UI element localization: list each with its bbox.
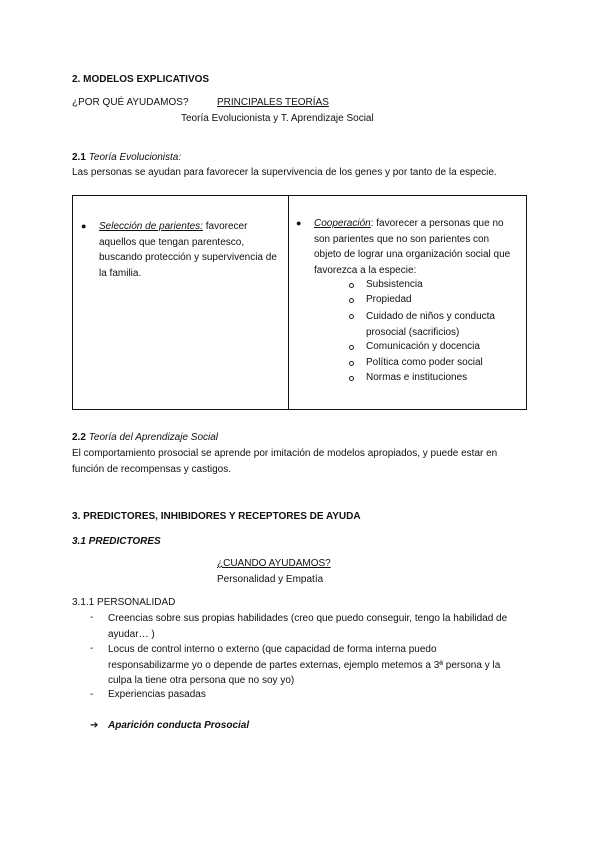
cooperation-item: Subsistencia — [366, 279, 423, 290]
section-2-1-heading — [72, 151, 181, 165]
predictors-subheading: 3.1 PREDICTORES — [72, 536, 161, 547]
bullet-icon: ● — [81, 221, 87, 231]
cooperation-item: Política como poder social — [366, 357, 483, 368]
section-2-2-text: El comportamiento prosocial se aprende por imitación de modelos apropiados, y puede estar en función de recompensas y castigos. — [72, 448, 498, 475]
personality-empathy: Personalidad y Empatía — [217, 574, 324, 585]
section-2-2-number: 2.2 — [72, 432, 86, 443]
circle-bullet-icon — [349, 345, 354, 350]
circle-bullet-icon — [349, 314, 354, 319]
prosocial-behavior-result: Aparición conducta Prosocial — [108, 720, 250, 731]
main-theories-title: PRINCIPALES TEORÍAS — [217, 97, 329, 108]
cooperation-term: Cooperación — [314, 218, 371, 229]
section-2-1-number: 2.1 — [72, 152, 86, 163]
circle-bullet-icon — [349, 298, 354, 303]
personality-heading: 3.1.1 PERSONALIDAD — [72, 597, 176, 608]
cooperation-paragraph — [314, 216, 519, 278]
circle-bullet-icon — [349, 376, 354, 381]
circle-bullet-icon — [349, 283, 354, 288]
table-divider — [288, 196, 289, 409]
cooperation-item: Normas e instituciones — [366, 372, 468, 383]
kin-selection-term: Selección de parientes: — [99, 221, 203, 232]
section-2-2-heading — [72, 431, 218, 445]
section-2-1-text: Las personas se ayudan para favorecer la supervivencia de los genes y por tanto de la especie. — [72, 167, 497, 178]
section-2-2-title: Teoría del Aprendizaje Social — [88, 432, 219, 443]
cooperation-item: Comunicación y docencia — [366, 341, 480, 352]
when-help-question: ¿CUANDO AYUDAMOS? — [217, 558, 331, 569]
personality-item: Creencias sobre sus propias habilidades (creo que puedo conseguir, tengo la habilidad de ayudar… ) — [108, 613, 508, 640]
circle-bullet-icon — [349, 361, 354, 366]
kin-selection-paragraph — [99, 219, 284, 281]
personality-item: Experiencias pasadas — [108, 689, 206, 700]
personality-item: Locus de control interno o externo (que capacidad de forma interna puedo responsabilizarme yo o depende de partes externas, ejemplo metemos a 3ª persona y la culpa la tiene otra persona que no soy yo) — [108, 644, 501, 686]
cooperation-text: : favorecer a personas que no son parientes que no son parientes con objeto de lograr una organización social que favorezca a la especie: — [314, 218, 511, 276]
section-2-heading: 2. MODELOS EXPLICATIVOS — [72, 74, 210, 85]
dash-bullet: - — [90, 612, 94, 623]
cooperation-item: Cuidado de niños y conducta prosocial (sacrificios) — [366, 311, 495, 338]
theories-subtitle: Teoría Evolucionista y T. Aprendizaje Social — [181, 113, 374, 124]
section-3-heading: 3. PREDICTORES, INHIBIDORES Y RECEPTORES DE AYUDA — [72, 511, 361, 522]
kin-selection-text: favorecer aquellos que tengan parentesco, buscando protección y supervivencia de la familia. — [99, 221, 277, 279]
arrow-right-icon: ➔ — [90, 720, 99, 731]
dash-bullet: - — [90, 643, 94, 654]
section-2-1-title: Teoría Evolucionista: — [88, 152, 182, 163]
why-help-question: ¿POR QUÉ AYUDAMOS? — [72, 97, 189, 108]
cooperation-item: Propiedad — [366, 294, 412, 305]
bullet-icon: ● — [296, 218, 302, 228]
dash-bullet: - — [90, 689, 94, 700]
